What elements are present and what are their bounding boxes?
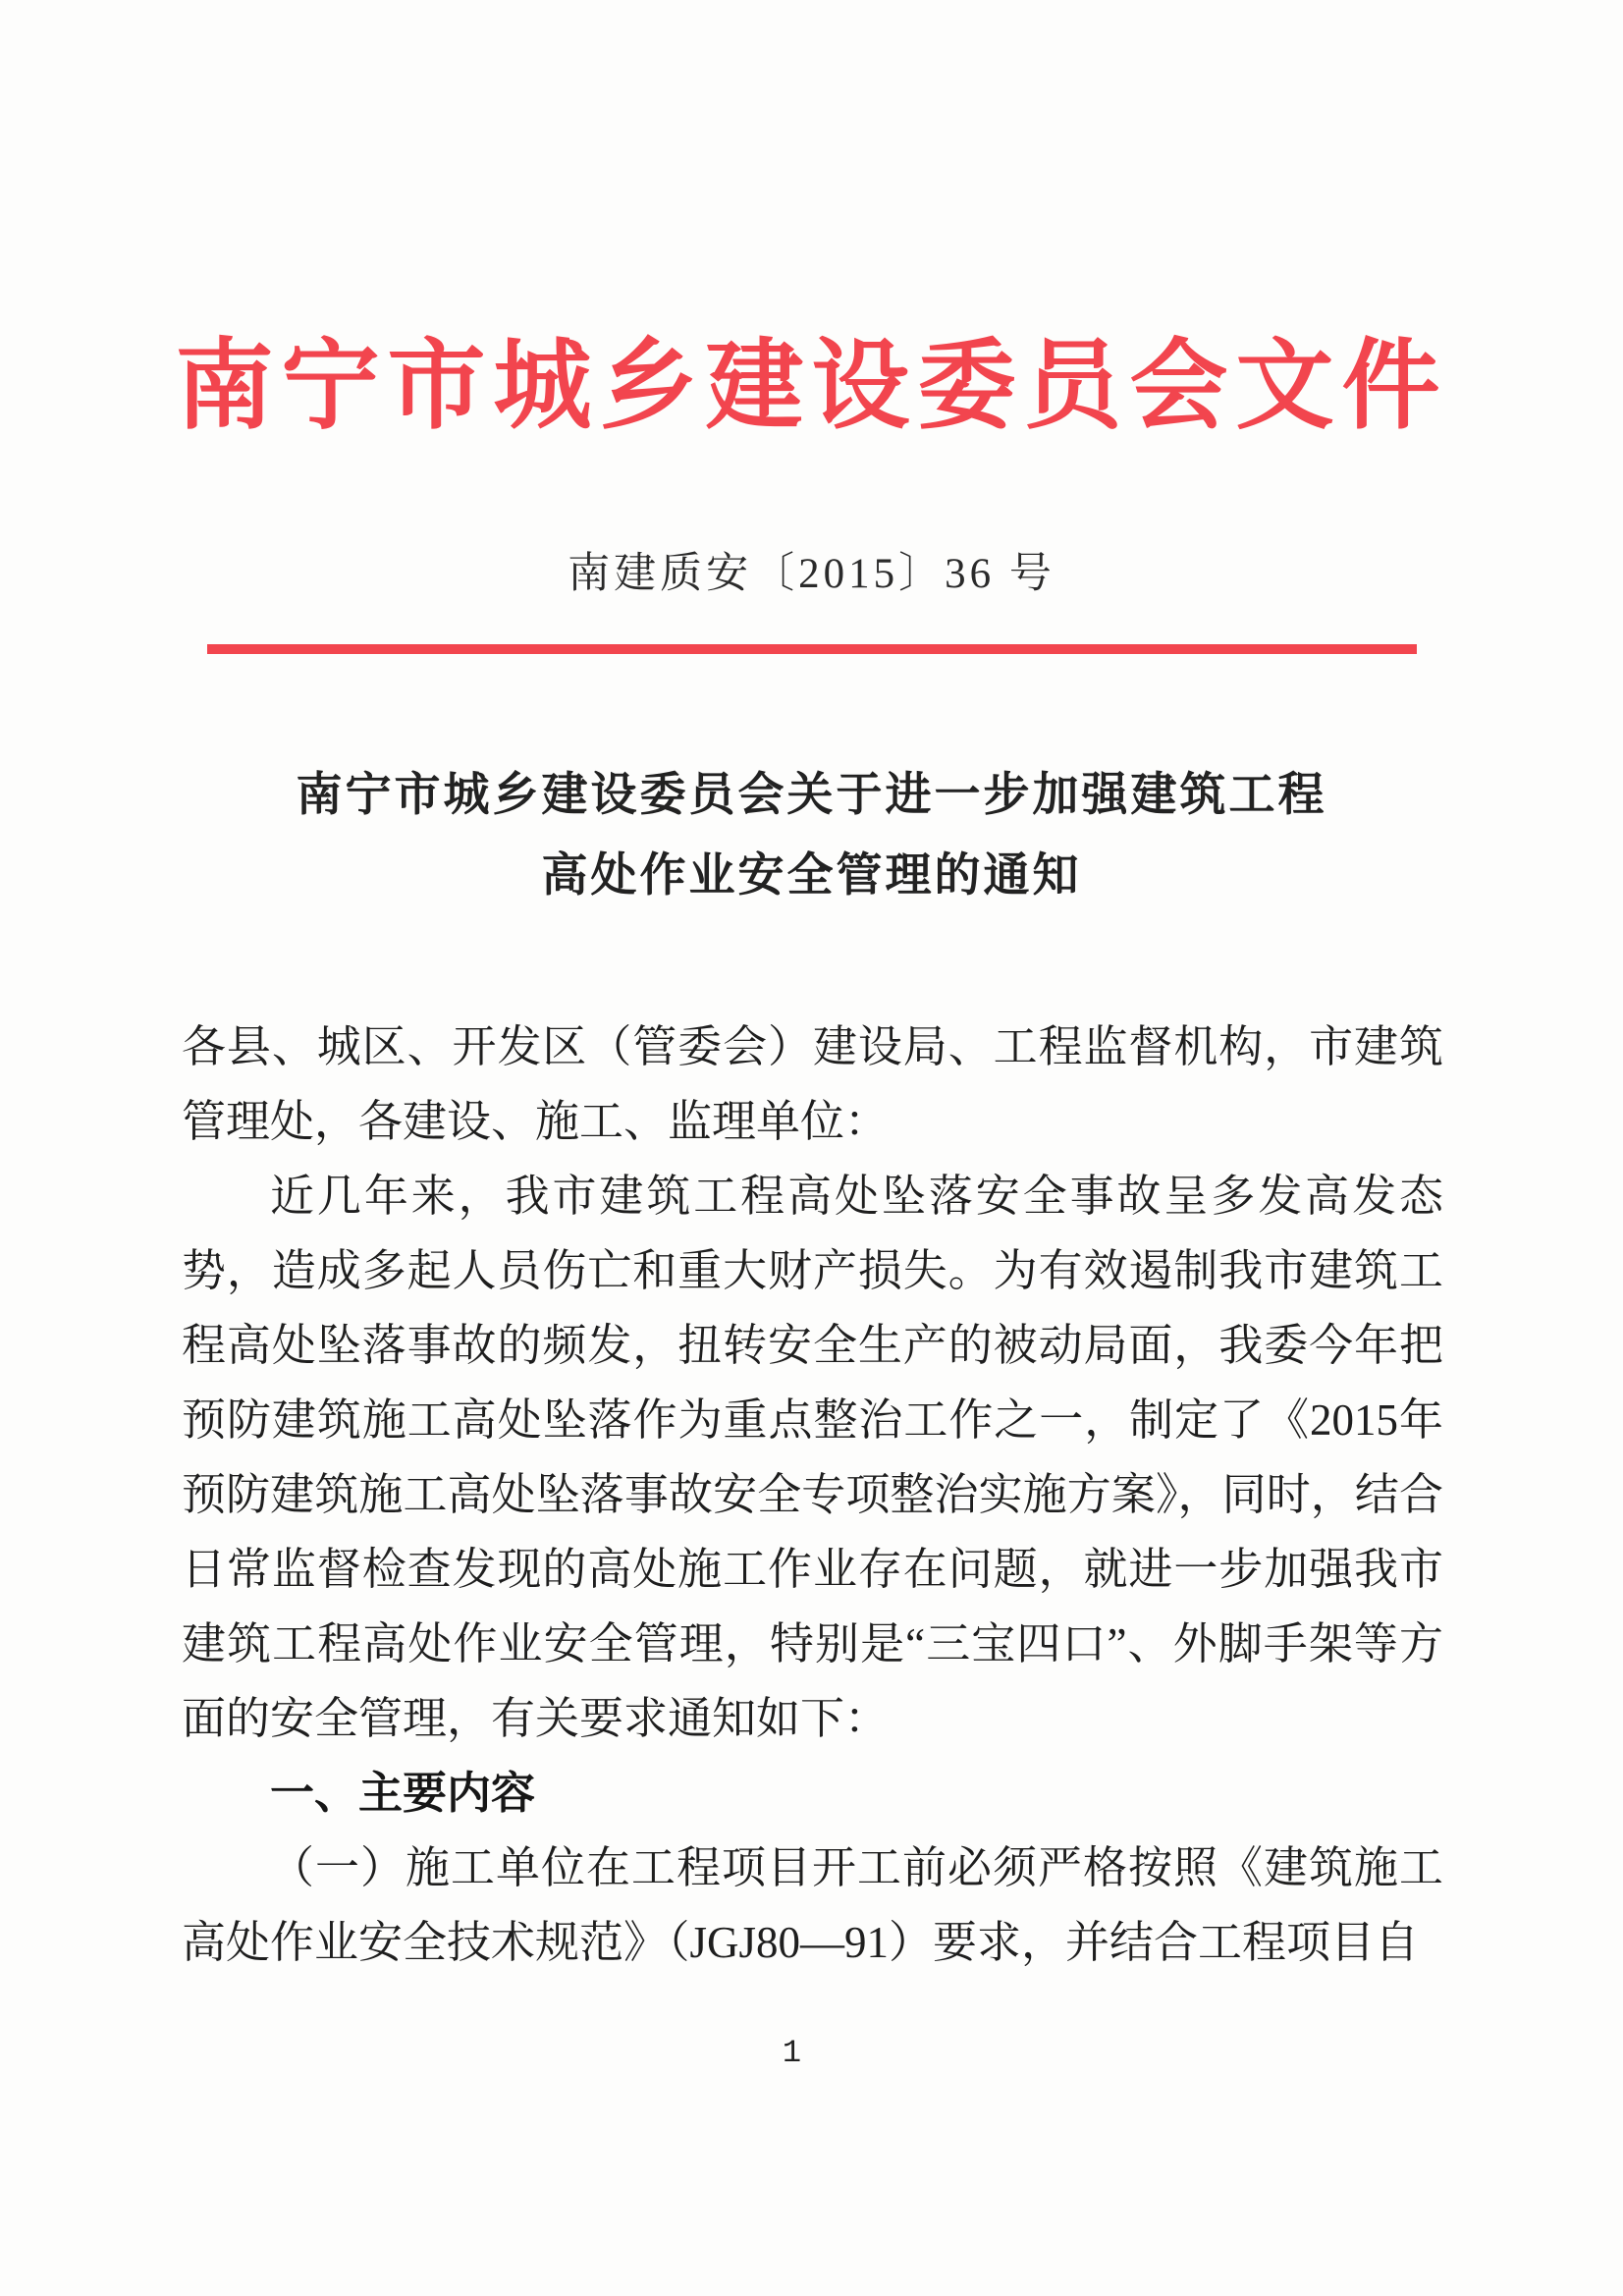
- notice-title: [0, 754, 1623, 915]
- section-heading-main-content: 一、主要内容: [270, 1768, 536, 1818]
- body-paragraph-2: （一）施工单位在工程项目开工前必须严格按照《建筑施工高处作业安全技术规范》（JGJ80—91）要求，并结合工程项目自: [182, 1843, 1443, 1967]
- document-body: [0, 1010, 1623, 1980]
- page-number: 1: [782, 2035, 802, 2071]
- salutation: 各县、城区、开发区（管委会）建设局、工程监督机构，市建筑管理处，各建设、施工、监理单位：: [182, 1022, 1443, 1146]
- document-number: 南建质安〔2015〕36 号: [568, 551, 1055, 597]
- notice-title-line2: 高处作业安全管理的通知: [541, 848, 1082, 901]
- notice-title-line1: 南宁市城乡建设委员会关于进一步加强建筑工程: [296, 768, 1327, 820]
- letterhead-title: 南宁市城乡建设委员会文件: [175, 331, 1448, 441]
- body-paragraph-1: 近几年来，我市建筑工程高处坠落安全事故呈多发高发态势，造成多起人员伤亡和重大财产损失。为有效遏制我市建筑工程高处坠落事故的频发，扭转安全生产的被动局面，我委今年把预防建筑施工高处坠落作为重点整治工作之一，制定了《2015年预防建筑施工高处坠落事故安全专项整治实施方案》，同时，结合日常监督检查发现的高处施工作业存在问题，就进一步加强我市建筑工程高处作业安全管理，特别是“三宝四口”、外脚手架等方面的安全管理，有关要求通知如下：: [182, 1172, 1443, 1743]
- red-divider-line: [207, 644, 1417, 654]
